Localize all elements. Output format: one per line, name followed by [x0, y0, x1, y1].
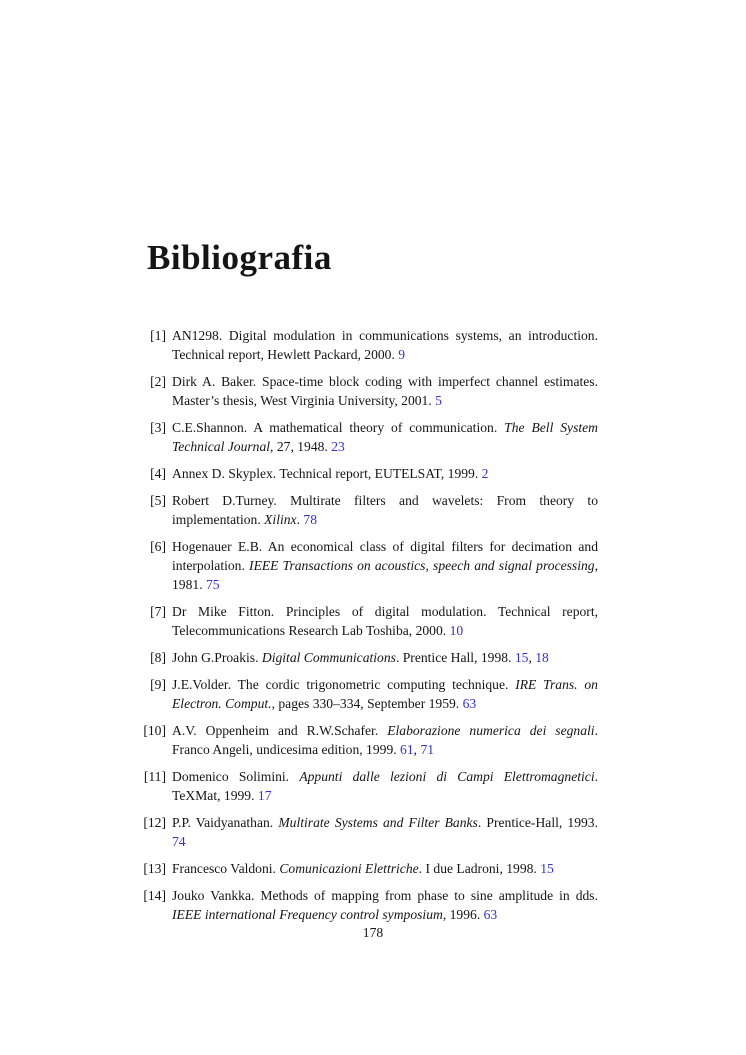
entry-segment: , 1996. — [442, 907, 484, 922]
entry-label: [12] — [143, 815, 166, 830]
page-ref-link[interactable]: 75 — [205, 577, 220, 592]
entry-text — [172, 464, 598, 483]
entry-segment: P.P. Vaidyanathan. — [172, 815, 279, 830]
page-ref-link[interactable]: 63 — [483, 907, 498, 922]
page-ref-link[interactable]: 74 — [172, 834, 186, 849]
page-ref-link[interactable]: 15 — [514, 650, 529, 665]
bib-entry — [139, 537, 598, 594]
entry-segment: , pages 330–334, September 1959. — [271, 696, 463, 711]
entry-segment: , — [528, 650, 536, 665]
page-ref-link[interactable]: 63 — [462, 696, 477, 711]
page-ref-link[interactable]: 61 — [400, 742, 414, 757]
entry-text — [172, 721, 598, 759]
entry-text — [172, 537, 598, 594]
entry-segment: Digital Communications — [261, 650, 396, 665]
entry-segment: Multirate Systems and Filter Banks — [278, 815, 478, 830]
entry-text — [172, 491, 598, 529]
bib-entry — [139, 372, 598, 410]
bib-entry — [139, 767, 598, 805]
entry-text — [172, 602, 598, 640]
entry-text — [172, 886, 598, 924]
entry-segment: Dirk A. Baker. Space-time block coding with imperfect channel estimates. Master’s thesis, West Virginia University, 2001. — [172, 374, 598, 408]
bib-entry — [139, 886, 598, 924]
entry-segment: J.E.Volder. The cordic trigonometric computing technique. — [172, 677, 516, 692]
entry-segment: . Franco Angeli, undicesima edition, 1999. — [172, 723, 598, 757]
page-number: 178 — [362, 925, 384, 940]
entry-label: [14] — [143, 888, 166, 903]
page-ref-link[interactable]: 9 — [398, 347, 406, 362]
entry-segment: Elaborazione numerica dei segnali — [387, 723, 595, 738]
entry-text — [172, 813, 598, 851]
entry-segment: Appunti dalle lezioni di Campi Elettromagnetici — [299, 769, 595, 784]
entry-segment: IEEE international Frequency control symposium — [172, 907, 443, 922]
entry-label: [4] — [150, 466, 166, 481]
entry-segment: C.E.Shannon. A mathematical theory of communication. — [172, 420, 505, 435]
entry-segment: . Prentice-Hall, 1993. — [477, 815, 598, 830]
entry-segment: Annex D. Skyplex. Technical report, EUTELSAT, 1999. — [172, 466, 482, 481]
entry-label: [3] — [150, 420, 166, 435]
entry-text — [172, 767, 598, 805]
entry-label: [10] — [143, 723, 166, 738]
entry-segment: IEEE Transactions on acoustics, speech and signal processing — [249, 558, 595, 573]
page-ref-link[interactable]: 5 — [435, 393, 442, 408]
entry-text — [172, 326, 598, 364]
bib-entry — [139, 491, 598, 529]
entry-text — [172, 675, 598, 713]
entry-label: [13] — [143, 861, 166, 876]
entry-label: [7] — [150, 604, 166, 619]
entry-segment: Hogenauer E.B. An economical class of digital filters for decimation and interpolation. — [172, 539, 598, 573]
entry-label: [1] — [150, 328, 166, 343]
entry-segment: Xilinx — [264, 512, 297, 527]
entry-segment: Domenico Solimini. — [172, 769, 300, 784]
bib-entry — [139, 859, 598, 878]
bib-entry — [139, 721, 598, 759]
page-ref-link[interactable]: 23 — [331, 439, 345, 454]
entry-segment: , — [413, 742, 421, 757]
page-ref-link[interactable]: 71 — [420, 742, 435, 757]
bib-entry — [139, 326, 598, 364]
entry-segment: IRE Trans. on Electron. Comput. — [172, 677, 598, 711]
bib-entry — [139, 648, 598, 667]
bib-entry — [139, 602, 598, 640]
bibliography-list — [139, 326, 598, 924]
entry-label: [9] — [150, 677, 166, 692]
page-ref-link[interactable]: 2 — [481, 466, 489, 481]
entry-text — [172, 372, 598, 410]
entry-segment: , 27, 1948. — [270, 439, 332, 454]
entry-segment: . Prentice Hall, 1998. — [395, 650, 515, 665]
entry-label: [11] — [143, 769, 166, 784]
entry-segment: John G.Proakis. — [172, 650, 262, 665]
entry-segment: . TeXMat, 1999. — [172, 769, 598, 803]
entry-segment: Robert D.Turney. Multirate filters and wavelets: From theory to implementation. — [172, 493, 598, 527]
entry-segment: . — [296, 512, 304, 527]
bib-entry — [139, 418, 598, 456]
page-ref-link[interactable]: 15 — [540, 861, 554, 876]
bib-entry — [139, 464, 598, 483]
entry-segment: Francesco Valdoni. — [172, 861, 280, 876]
entry-segment: Dr Mike Fitton. Principles of digital modulation. Technical report, Telecommunications Research Lab Toshiba, 2000. — [172, 604, 598, 638]
entry-segment: Comunicazioni Elettriche — [279, 861, 419, 876]
entry-label: [6] — [150, 539, 166, 554]
entry-text — [172, 859, 598, 878]
entry-segment: The Bell System Technical Journal — [172, 420, 599, 454]
page-ref-link[interactable]: 18 — [535, 650, 549, 665]
entry-segment: , 1981. — [172, 558, 598, 592]
entry-segment: . I due Ladroni, 1998. — [418, 861, 541, 876]
entry-label: [5] — [150, 493, 166, 508]
page-ref-link[interactable]: 10 — [449, 623, 464, 638]
entry-segment: AN1298. Digital modulation in communications systems, an introduction. Technical report, Hewlett Packard, 2000. — [172, 328, 598, 362]
bib-entry — [139, 675, 598, 713]
entry-text — [172, 418, 598, 456]
bib-entry — [139, 813, 598, 851]
entry-text — [172, 648, 598, 667]
page-ref-link[interactable]: 17 — [257, 788, 272, 803]
chapter-title: Bibliografia — [147, 238, 332, 277]
entry-segment: A.V. Oppenheim and R.W.Schafer. — [172, 723, 388, 738]
entry-label: [8] — [150, 650, 166, 665]
entry-label: [2] — [150, 374, 166, 389]
entry-segment: Jouko Vankka. Methods of mapping from phase to sine amplitude in dds. — [172, 888, 598, 903]
page-ref-link[interactable]: 78 — [303, 512, 317, 527]
